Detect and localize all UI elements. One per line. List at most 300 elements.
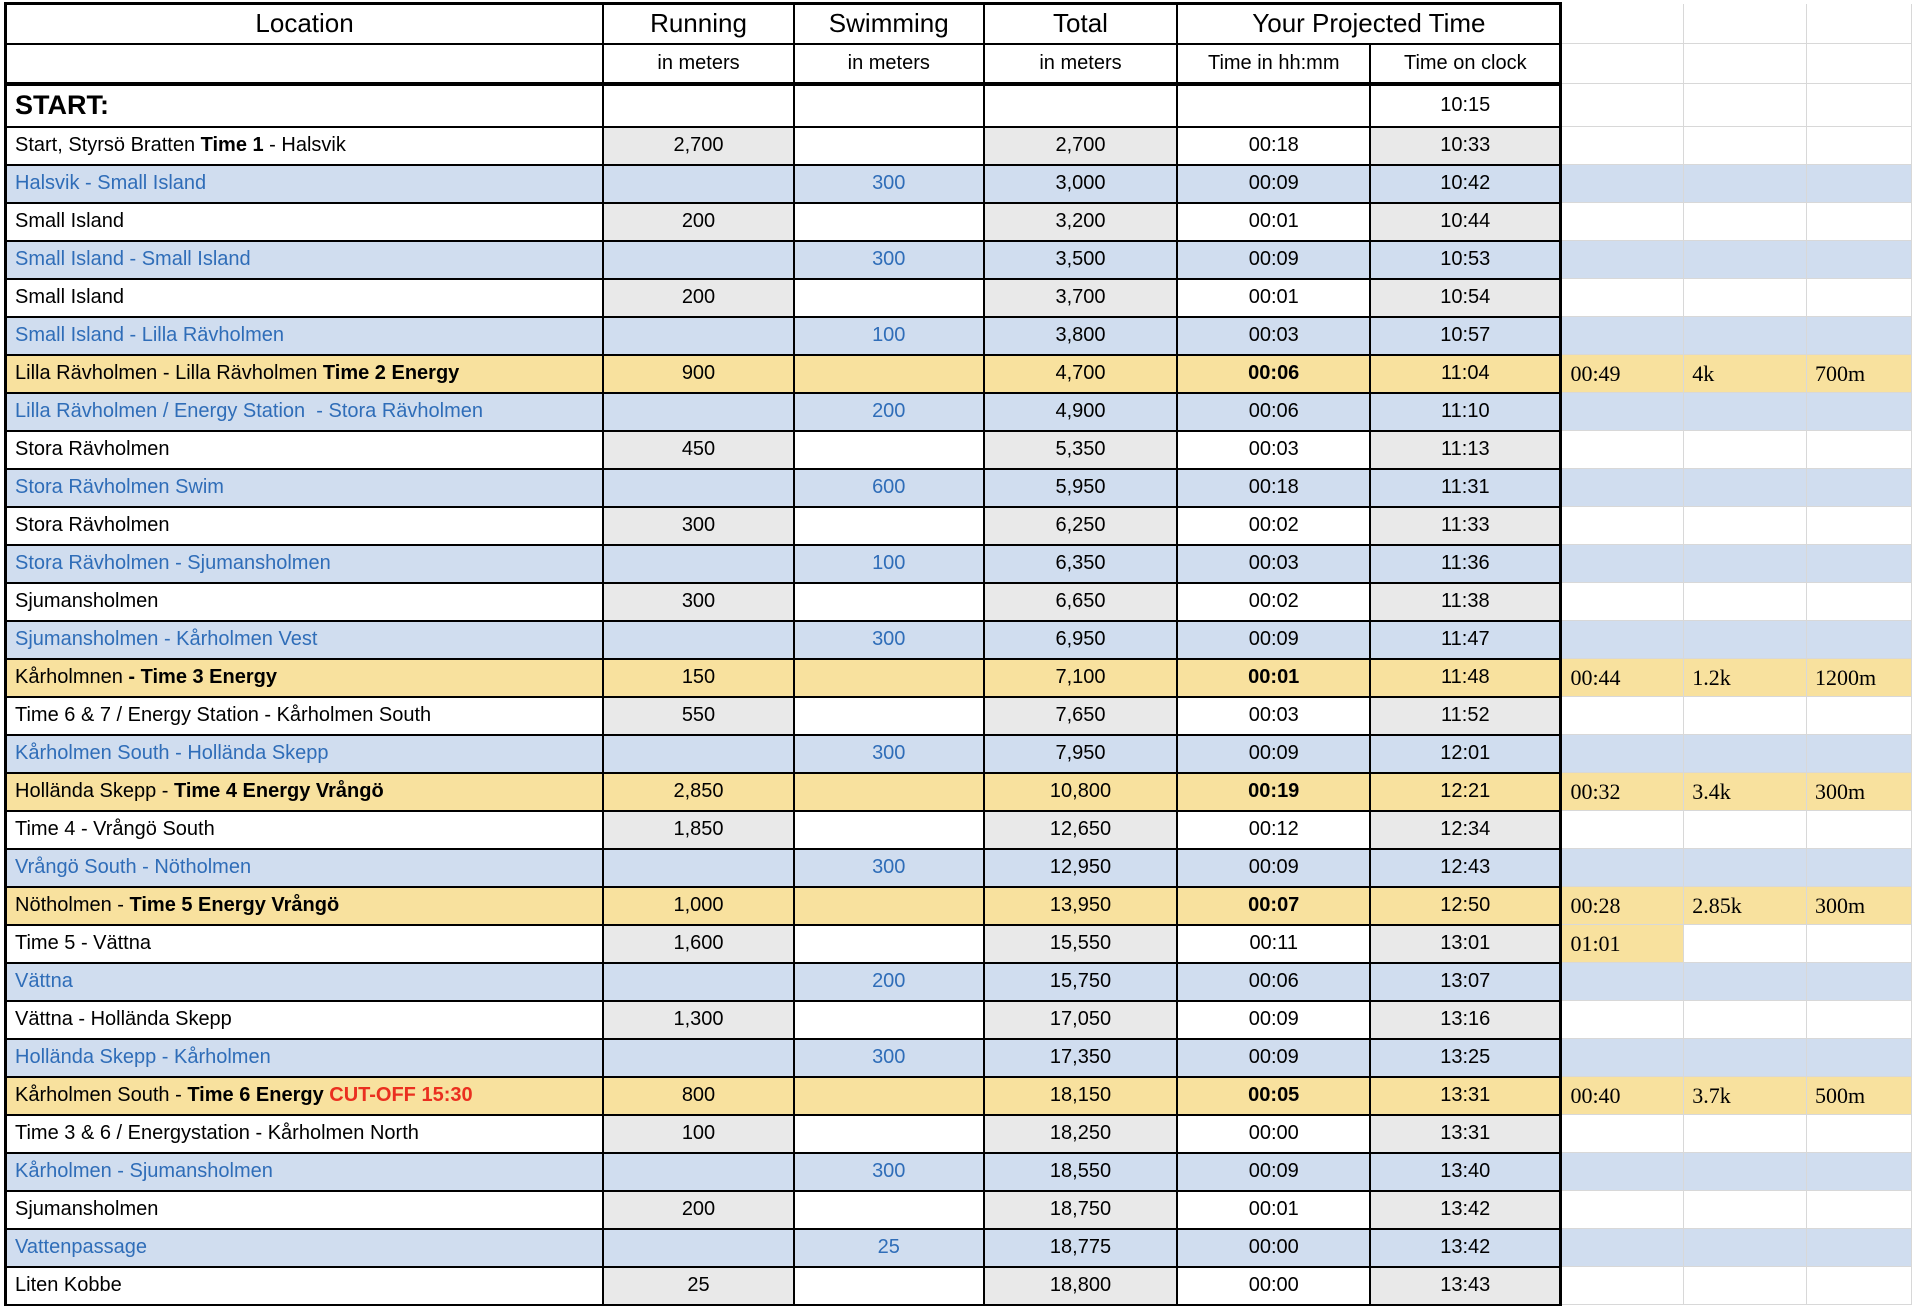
cell-location[interactable] [6, 127, 604, 165]
cell-extra-2[interactable] [1684, 963, 1807, 1001]
cell-location[interactable] [6, 241, 604, 279]
subheader-time-clock[interactable]: Time on clock [1370, 44, 1561, 84]
cell-extra-3[interactable] [1807, 1191, 1912, 1229]
cell-extra-3[interactable] [1807, 963, 1912, 1001]
cell-extra-3[interactable]: 300m [1807, 887, 1912, 925]
cell-total[interactable]: 18,750 [984, 1191, 1178, 1229]
cell-swimming[interactable]: 300 [794, 735, 984, 773]
cell-extra-1[interactable] [1561, 1229, 1684, 1267]
cell-extra-2[interactable]: 2.85k [1684, 887, 1807, 925]
cell-running[interactable] [603, 241, 794, 279]
cell-location[interactable] [6, 659, 604, 697]
cell-total[interactable]: 12,950 [984, 849, 1178, 887]
cell-swimming[interactable] [794, 659, 984, 697]
cell-location[interactable] [6, 621, 604, 659]
cell-extra-2[interactable] [1684, 165, 1807, 203]
cell-time-hhmm[interactable]: 00:02 [1177, 583, 1370, 621]
cell-time-hhmm[interactable]: 00:19 [1177, 773, 1370, 811]
cell-extra-1[interactable]: 00:44 [1561, 659, 1684, 697]
cell-extra-3[interactable] [1807, 507, 1912, 545]
cell-location[interactable] [6, 773, 604, 811]
cell-time-clock[interactable]: 11:52 [1370, 697, 1561, 735]
cell-swimming[interactable] [794, 203, 984, 241]
cell-swimming[interactable] [794, 431, 984, 469]
cell-location[interactable] [6, 1229, 604, 1267]
cell-total[interactable]: 17,350 [984, 1039, 1178, 1077]
cell-extra-1[interactable]: 00:40 [1561, 1077, 1684, 1115]
cell-total[interactable]: 6,950 [984, 621, 1178, 659]
cell-extra-3[interactable] [1807, 203, 1912, 241]
cell-extra-1[interactable] [1561, 127, 1684, 165]
cell-running[interactable]: 300 [603, 583, 794, 621]
cell-time-clock[interactable]: 11:36 [1370, 545, 1561, 583]
cell-swimming[interactable]: 300 [794, 849, 984, 887]
cell-extra-1[interactable] [1561, 1039, 1684, 1077]
cell-time-hhmm[interactable]: 00:18 [1177, 127, 1370, 165]
cell-running[interactable]: 450 [603, 431, 794, 469]
cell-extra-1[interactable] [1561, 1115, 1684, 1153]
cell-extra-2[interactable] [1684, 507, 1807, 545]
cell-running[interactable]: 200 [603, 279, 794, 317]
cell-total[interactable]: 18,775 [984, 1229, 1178, 1267]
header-projected-time[interactable]: Your Projected Time [1177, 4, 1561, 44]
cell-extra-1[interactable] [1561, 1153, 1684, 1191]
cell-extra-3[interactable]: 300m [1807, 773, 1912, 811]
cell-swimming[interactable] [794, 84, 984, 127]
cell-time-clock[interactable]: 13:42 [1370, 1229, 1561, 1267]
cell-location[interactable] [6, 963, 604, 1001]
cell-extra-1[interactable] [1561, 165, 1684, 203]
cell-extra-3[interactable] [1807, 393, 1912, 431]
cell-time-hhmm[interactable]: 00:09 [1177, 1001, 1370, 1039]
cell-extra-1[interactable] [1561, 317, 1684, 355]
cell-location[interactable] [6, 1153, 604, 1191]
cell-total[interactable]: 18,250 [984, 1115, 1178, 1153]
cell-extra-1[interactable] [1561, 811, 1684, 849]
cell-swimming[interactable]: 200 [794, 963, 984, 1001]
cell-location[interactable] [6, 1115, 604, 1153]
cell-running[interactable]: 900 [603, 355, 794, 393]
cell-total[interactable]: 3,200 [984, 203, 1178, 241]
cell-extra-3[interactable] [1807, 811, 1912, 849]
cell-time-clock[interactable]: 13:31 [1370, 1115, 1561, 1153]
cell-time-hhmm[interactable]: 00:03 [1177, 697, 1370, 735]
cell-swimming[interactable]: 300 [794, 165, 984, 203]
cell-swimming[interactable] [794, 1191, 984, 1229]
cell-time-hhmm[interactable]: 00:03 [1177, 431, 1370, 469]
extra-header-cell[interactable] [1684, 44, 1807, 84]
cell-extra-1[interactable] [1561, 697, 1684, 735]
cell-time-clock[interactable]: 10:42 [1370, 165, 1561, 203]
cell-time-hhmm[interactable]: 00:09 [1177, 241, 1370, 279]
cell-extra-2[interactable] [1684, 127, 1807, 165]
cell-swimming[interactable] [794, 1077, 984, 1115]
cell-swimming[interactable]: 25 [794, 1229, 984, 1267]
cell-extra-3[interactable] [1807, 1153, 1912, 1191]
cell-extra-2[interactable] [1684, 1229, 1807, 1267]
cell-running[interactable] [603, 393, 794, 431]
cell-time-hhmm[interactable]: 00:11 [1177, 925, 1370, 963]
cell-time-hhmm[interactable]: 00:06 [1177, 393, 1370, 431]
cell-extra-2[interactable] [1684, 317, 1807, 355]
cell-location[interactable] [6, 279, 604, 317]
cell-extra-2[interactable] [1684, 621, 1807, 659]
extra-header-cell[interactable] [1807, 44, 1912, 84]
cell-time-clock[interactable]: 12:50 [1370, 887, 1561, 925]
cell-location[interactable] [6, 203, 604, 241]
cell-extra-3[interactable] [1807, 1039, 1912, 1077]
cell-running[interactable]: 300 [603, 507, 794, 545]
cell-time-clock[interactable]: 13:07 [1370, 963, 1561, 1001]
cell-swimming[interactable]: 100 [794, 545, 984, 583]
cell-extra-1[interactable] [1561, 241, 1684, 279]
cell-swimming[interactable] [794, 127, 984, 165]
cell-extra-3[interactable] [1807, 621, 1912, 659]
cell-total[interactable]: 15,550 [984, 925, 1178, 963]
cell-running[interactable] [603, 1153, 794, 1191]
subheader-running-unit[interactable]: in meters [603, 44, 794, 84]
cell-time-clock[interactable]: 10:57 [1370, 317, 1561, 355]
cell-swimming[interactable]: 200 [794, 393, 984, 431]
cell-swimming[interactable]: 100 [794, 317, 984, 355]
cell-swimming[interactable] [794, 1115, 984, 1153]
cell-running[interactable] [603, 317, 794, 355]
cell-swimming[interactable] [794, 507, 984, 545]
cell-swimming[interactable] [794, 773, 984, 811]
cell-location[interactable] [6, 887, 604, 925]
cell-extra-2[interactable]: 1.2k [1684, 659, 1807, 697]
cell-location[interactable] [6, 355, 604, 393]
cell-location[interactable] [6, 317, 604, 355]
cell-location[interactable] [6, 84, 604, 127]
cell-time-hhmm[interactable]: 00:00 [1177, 1115, 1370, 1153]
cell-extra-2[interactable] [1684, 1115, 1807, 1153]
cell-time-clock[interactable]: 11:04 [1370, 355, 1561, 393]
cell-extra-1[interactable] [1561, 735, 1684, 773]
cell-time-hhmm[interactable]: 00:09 [1177, 735, 1370, 773]
cell-location[interactable] [6, 1039, 604, 1077]
cell-swimming[interactable] [794, 583, 984, 621]
cell-running[interactable] [603, 621, 794, 659]
cell-location[interactable] [6, 431, 604, 469]
cell-time-hhmm[interactable] [1177, 84, 1370, 127]
cell-extra-1[interactable] [1561, 279, 1684, 317]
cell-total[interactable]: 12,650 [984, 811, 1178, 849]
cell-time-clock[interactable]: 13:40 [1370, 1153, 1561, 1191]
cell-location[interactable] [6, 811, 604, 849]
cell-location[interactable] [6, 165, 604, 203]
cell-time-clock[interactable]: 10:15 [1370, 84, 1561, 127]
header-swimming[interactable]: Swimming [794, 4, 984, 44]
cell-time-clock[interactable]: 11:38 [1370, 583, 1561, 621]
cell-extra-2[interactable] [1684, 811, 1807, 849]
cell-location[interactable] [6, 507, 604, 545]
cell-location[interactable] [6, 1191, 604, 1229]
cell-extra-3[interactable] [1807, 849, 1912, 887]
cell-total[interactable]: 13,950 [984, 887, 1178, 925]
cell-extra-3[interactable] [1807, 583, 1912, 621]
cell-time-clock[interactable]: 11:13 [1370, 431, 1561, 469]
cell-total[interactable]: 18,550 [984, 1153, 1178, 1191]
cell-total[interactable]: 4,900 [984, 393, 1178, 431]
header-running[interactable]: Running [603, 4, 794, 44]
cell-time-clock[interactable]: 13:01 [1370, 925, 1561, 963]
cell-extra-2[interactable] [1684, 203, 1807, 241]
cell-extra-3[interactable] [1807, 241, 1912, 279]
cell-time-hhmm[interactable]: 00:03 [1177, 317, 1370, 355]
cell-swimming[interactable] [794, 697, 984, 735]
cell-location[interactable] [6, 697, 604, 735]
cell-total[interactable]: 15,750 [984, 963, 1178, 1001]
cell-time-clock[interactable]: 12:21 [1370, 773, 1561, 811]
cell-extra-1[interactable] [1561, 203, 1684, 241]
cell-extra-1[interactable] [1561, 545, 1684, 583]
cell-running[interactable]: 200 [603, 203, 794, 241]
cell-time-clock[interactable]: 10:53 [1370, 241, 1561, 279]
cell-extra-2[interactable] [1684, 241, 1807, 279]
cell-time-hhmm[interactable]: 00:06 [1177, 963, 1370, 1001]
cell-time-hhmm[interactable]: 00:01 [1177, 279, 1370, 317]
cell-time-hhmm[interactable]: 00:06 [1177, 355, 1370, 393]
cell-extra-3[interactable] [1807, 127, 1912, 165]
cell-running[interactable]: 200 [603, 1191, 794, 1229]
cell-running[interactable]: 2,700 [603, 127, 794, 165]
cell-time-clock[interactable]: 12:34 [1370, 811, 1561, 849]
cell-location[interactable] [6, 1001, 604, 1039]
cell-time-clock[interactable]: 12:43 [1370, 849, 1561, 887]
cell-total[interactable]: 6,350 [984, 545, 1178, 583]
cell-extra-2[interactable] [1684, 1039, 1807, 1077]
cell-extra-2[interactable]: 3.7k [1684, 1077, 1807, 1115]
cell-time-hhmm[interactable]: 00:18 [1177, 469, 1370, 507]
cell-time-clock[interactable]: 13:16 [1370, 1001, 1561, 1039]
cell-extra-3[interactable] [1807, 165, 1912, 203]
cell-extra-1[interactable] [1561, 469, 1684, 507]
cell-running[interactable] [603, 469, 794, 507]
cell-swimming[interactable] [794, 279, 984, 317]
cell-total[interactable]: 6,650 [984, 583, 1178, 621]
cell-time-hhmm[interactable]: 00:01 [1177, 203, 1370, 241]
cell-time-hhmm[interactable]: 00:02 [1177, 507, 1370, 545]
cell-extra-1[interactable] [1561, 431, 1684, 469]
header-location[interactable]: Location [6, 4, 604, 44]
cell-location[interactable] [6, 469, 604, 507]
cell-time-hhmm[interactable]: 00:09 [1177, 1039, 1370, 1077]
cell-time-clock[interactable]: 11:33 [1370, 507, 1561, 545]
cell-time-clock[interactable]: 11:48 [1370, 659, 1561, 697]
cell-extra-1[interactable]: 01:01 [1561, 925, 1684, 963]
cell-time-clock[interactable]: 13:25 [1370, 1039, 1561, 1077]
cell-total[interactable]: 17,050 [984, 1001, 1178, 1039]
cell-running[interactable]: 1,300 [603, 1001, 794, 1039]
subheader-location-empty[interactable] [6, 44, 604, 84]
cell-extra-2[interactable] [1684, 469, 1807, 507]
cell-swimming[interactable]: 600 [794, 469, 984, 507]
cell-extra-3[interactable] [1807, 84, 1912, 127]
cell-running[interactable] [603, 165, 794, 203]
cell-running[interactable]: 2,850 [603, 773, 794, 811]
subheader-time-hhmm[interactable]: Time in hh:mm [1177, 44, 1370, 84]
cell-time-hhmm[interactable]: 00:09 [1177, 165, 1370, 203]
cell-total[interactable]: 3,500 [984, 241, 1178, 279]
cell-running[interactable] [603, 1039, 794, 1077]
cell-total[interactable]: 6,250 [984, 507, 1178, 545]
cell-time-hhmm[interactable]: 00:09 [1177, 621, 1370, 659]
cell-running[interactable] [603, 1229, 794, 1267]
subheader-swimming-unit[interactable]: in meters [794, 44, 984, 84]
cell-running[interactable] [603, 735, 794, 773]
cell-total[interactable]: 18,800 [984, 1267, 1178, 1305]
cell-extra-1[interactable] [1561, 963, 1684, 1001]
cell-swimming[interactable]: 300 [794, 621, 984, 659]
cell-extra-3[interactable] [1807, 1115, 1912, 1153]
cell-total[interactable]: 4,700 [984, 355, 1178, 393]
cell-time-clock[interactable]: 10:33 [1370, 127, 1561, 165]
cell-time-hhmm[interactable]: 00:01 [1177, 659, 1370, 697]
cell-extra-3[interactable] [1807, 469, 1912, 507]
cell-extra-2[interactable] [1684, 735, 1807, 773]
cell-extra-2[interactable] [1684, 583, 1807, 621]
cell-extra-3[interactable] [1807, 925, 1912, 963]
extra-header-cell[interactable] [1561, 4, 1684, 44]
cell-running[interactable]: 100 [603, 1115, 794, 1153]
cell-extra-2[interactable] [1684, 849, 1807, 887]
cell-running[interactable]: 1,000 [603, 887, 794, 925]
cell-time-hhmm[interactable]: 00:05 [1177, 1077, 1370, 1115]
cell-extra-1[interactable]: 00:49 [1561, 355, 1684, 393]
cell-extra-3[interactable]: 700m [1807, 355, 1912, 393]
cell-time-hhmm[interactable]: 00:03 [1177, 545, 1370, 583]
cell-extra-3[interactable] [1807, 317, 1912, 355]
cell-extra-3[interactable] [1807, 1001, 1912, 1039]
cell-running[interactable]: 25 [603, 1267, 794, 1305]
cell-extra-1[interactable] [1561, 507, 1684, 545]
cell-extra-2[interactable] [1684, 393, 1807, 431]
cell-swimming[interactable]: 300 [794, 1039, 984, 1077]
cell-time-clock[interactable]: 13:43 [1370, 1267, 1561, 1305]
subheader-total-unit[interactable]: in meters [984, 44, 1178, 84]
cell-swimming[interactable]: 300 [794, 1153, 984, 1191]
cell-extra-3[interactable] [1807, 431, 1912, 469]
cell-total[interactable]: 3,000 [984, 165, 1178, 203]
cell-extra-2[interactable] [1684, 925, 1807, 963]
cell-location[interactable] [6, 849, 604, 887]
cell-time-clock[interactable]: 13:31 [1370, 1077, 1561, 1115]
header-total[interactable]: Total [984, 4, 1178, 44]
cell-location[interactable] [6, 545, 604, 583]
cell-extra-3[interactable] [1807, 697, 1912, 735]
cell-extra-2[interactable] [1684, 1001, 1807, 1039]
cell-extra-1[interactable] [1561, 849, 1684, 887]
cell-swimming[interactable] [794, 887, 984, 925]
cell-total[interactable]: 3,800 [984, 317, 1178, 355]
cell-running[interactable] [603, 84, 794, 127]
cell-time-hhmm[interactable]: 00:12 [1177, 811, 1370, 849]
extra-header-cell[interactable] [1807, 4, 1912, 44]
cell-extra-2[interactable] [1684, 84, 1807, 127]
cell-total[interactable]: 7,100 [984, 659, 1178, 697]
cell-total[interactable]: 7,650 [984, 697, 1178, 735]
cell-total[interactable]: 3,700 [984, 279, 1178, 317]
cell-extra-2[interactable] [1684, 431, 1807, 469]
cell-total[interactable]: 2,700 [984, 127, 1178, 165]
cell-running[interactable]: 1,850 [603, 811, 794, 849]
cell-extra-1[interactable] [1561, 583, 1684, 621]
cell-time-clock[interactable]: 10:44 [1370, 203, 1561, 241]
cell-time-clock[interactable]: 11:10 [1370, 393, 1561, 431]
cell-extra-2[interactable] [1684, 1191, 1807, 1229]
cell-total[interactable]: 5,950 [984, 469, 1178, 507]
cell-extra-2[interactable] [1684, 545, 1807, 583]
cell-time-hhmm[interactable]: 00:07 [1177, 887, 1370, 925]
cell-total[interactable]: 5,350 [984, 431, 1178, 469]
cell-extra-1[interactable]: 00:32 [1561, 773, 1684, 811]
cell-running[interactable]: 150 [603, 659, 794, 697]
cell-swimming[interactable] [794, 1001, 984, 1039]
cell-extra-1[interactable] [1561, 1001, 1684, 1039]
cell-location[interactable] [6, 925, 604, 963]
cell-time-hhmm[interactable]: 00:09 [1177, 849, 1370, 887]
cell-running[interactable] [603, 963, 794, 1001]
cell-extra-2[interactable] [1684, 697, 1807, 735]
extra-header-cell[interactable] [1561, 44, 1684, 84]
cell-extra-1[interactable] [1561, 393, 1684, 431]
cell-swimming[interactable]: 300 [794, 241, 984, 279]
cell-running[interactable] [603, 849, 794, 887]
cell-time-clock[interactable]: 11:31 [1370, 469, 1561, 507]
cell-time-hhmm[interactable]: 00:01 [1177, 1191, 1370, 1229]
cell-location[interactable] [6, 393, 604, 431]
cell-swimming[interactable] [794, 925, 984, 963]
cell-time-hhmm[interactable]: 00:09 [1177, 1153, 1370, 1191]
cell-extra-2[interactable] [1684, 1153, 1807, 1191]
cell-time-clock[interactable]: 13:42 [1370, 1191, 1561, 1229]
cell-time-clock[interactable]: 10:54 [1370, 279, 1561, 317]
cell-extra-3[interactable] [1807, 735, 1912, 773]
cell-running[interactable]: 550 [603, 697, 794, 735]
cell-swimming[interactable] [794, 355, 984, 393]
cell-time-hhmm[interactable]: 00:00 [1177, 1267, 1370, 1305]
cell-extra-3[interactable] [1807, 1229, 1912, 1267]
cell-location[interactable] [6, 735, 604, 773]
cell-total[interactable]: 18,150 [984, 1077, 1178, 1115]
cell-total[interactable]: 7,950 [984, 735, 1178, 773]
cell-location[interactable] [6, 1077, 604, 1115]
cell-extra-2[interactable]: 3.4k [1684, 773, 1807, 811]
cell-extra-3[interactable] [1807, 545, 1912, 583]
cell-extra-2[interactable]: 4k [1684, 355, 1807, 393]
cell-time-clock[interactable]: 11:47 [1370, 621, 1561, 659]
cell-extra-1[interactable] [1561, 1191, 1684, 1229]
cell-extra-3[interactable] [1807, 279, 1912, 317]
cell-extra-3[interactable]: 1200m [1807, 659, 1912, 697]
cell-total[interactable]: 10,800 [984, 773, 1178, 811]
cell-running[interactable]: 1,600 [603, 925, 794, 963]
cell-time-clock[interactable]: 12:01 [1370, 735, 1561, 773]
cell-location[interactable] [6, 583, 604, 621]
extra-header-cell[interactable] [1684, 4, 1807, 44]
cell-extra-1[interactable] [1561, 621, 1684, 659]
cell-running[interactable] [603, 545, 794, 583]
cell-total[interactable] [984, 84, 1178, 127]
cell-swimming[interactable] [794, 811, 984, 849]
cell-extra-1[interactable]: 00:28 [1561, 887, 1684, 925]
cell-extra-1[interactable] [1561, 84, 1684, 127]
cell-extra-3[interactable]: 500m [1807, 1077, 1912, 1115]
cell-running[interactable]: 800 [603, 1077, 794, 1115]
cell-time-hhmm[interactable]: 00:00 [1177, 1229, 1370, 1267]
cell-extra-2[interactable] [1684, 279, 1807, 317]
